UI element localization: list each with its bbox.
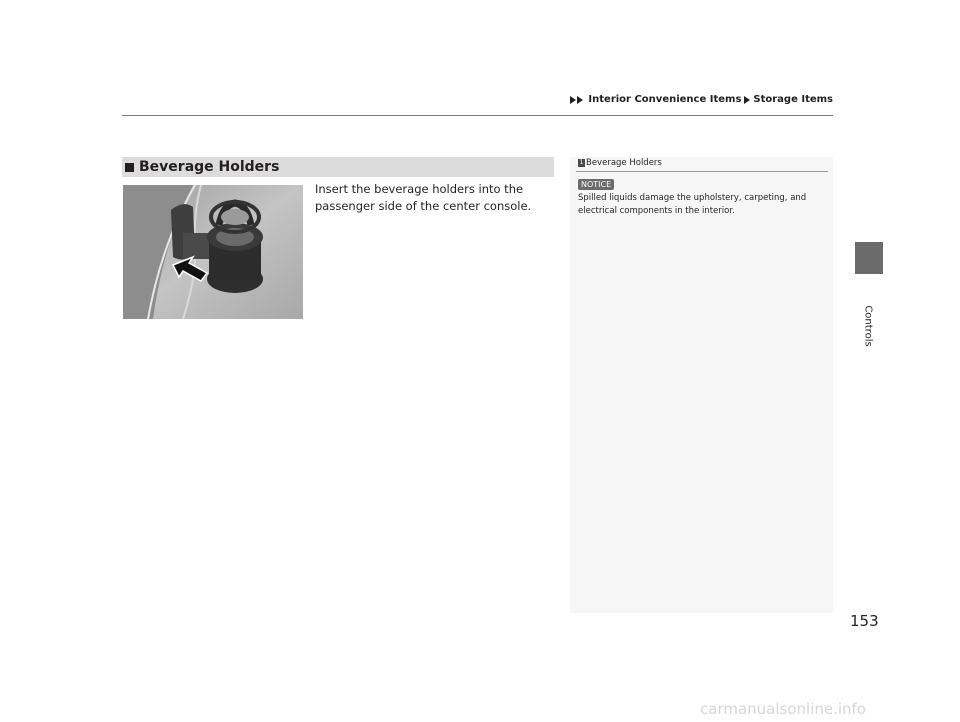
breadcrumb (570, 94, 833, 105)
section-title: Beverage Holders (139, 159, 280, 175)
section-bullet-icon (125, 163, 134, 172)
notice-badge: NOTICE (578, 179, 614, 190)
body-text: Insert the beverage holders into the passenger side of the center console. (315, 182, 532, 213)
sidebar-rule (576, 171, 828, 172)
sidebar-heading-text: Beverage Holders (586, 158, 662, 168)
sidebar-ref-num: 1 (579, 159, 584, 166)
section-header (122, 157, 554, 177)
chapter-tab (855, 242, 883, 274)
breadcrumb-subsection: Storage Items (753, 94, 833, 105)
header-rule (122, 115, 833, 116)
breadcrumb-section: Interior Convenience Items (588, 94, 742, 105)
breadcrumb-separator-icon (744, 96, 750, 104)
notice-text: Spilled liquids damage the upholstery, carpeting, and electrical components in the interior. (578, 193, 807, 216)
watermark: carmanualsonline.info (700, 700, 866, 718)
beverage-holder-photo (123, 185, 303, 319)
sidebar-heading (578, 158, 662, 168)
chapter-label (856, 296, 880, 356)
sidebar-panel (570, 157, 833, 613)
chapter-label-text: Controls (862, 305, 874, 347)
breadcrumb-arrow-icon (570, 96, 583, 104)
page-number: 153 (850, 612, 879, 630)
